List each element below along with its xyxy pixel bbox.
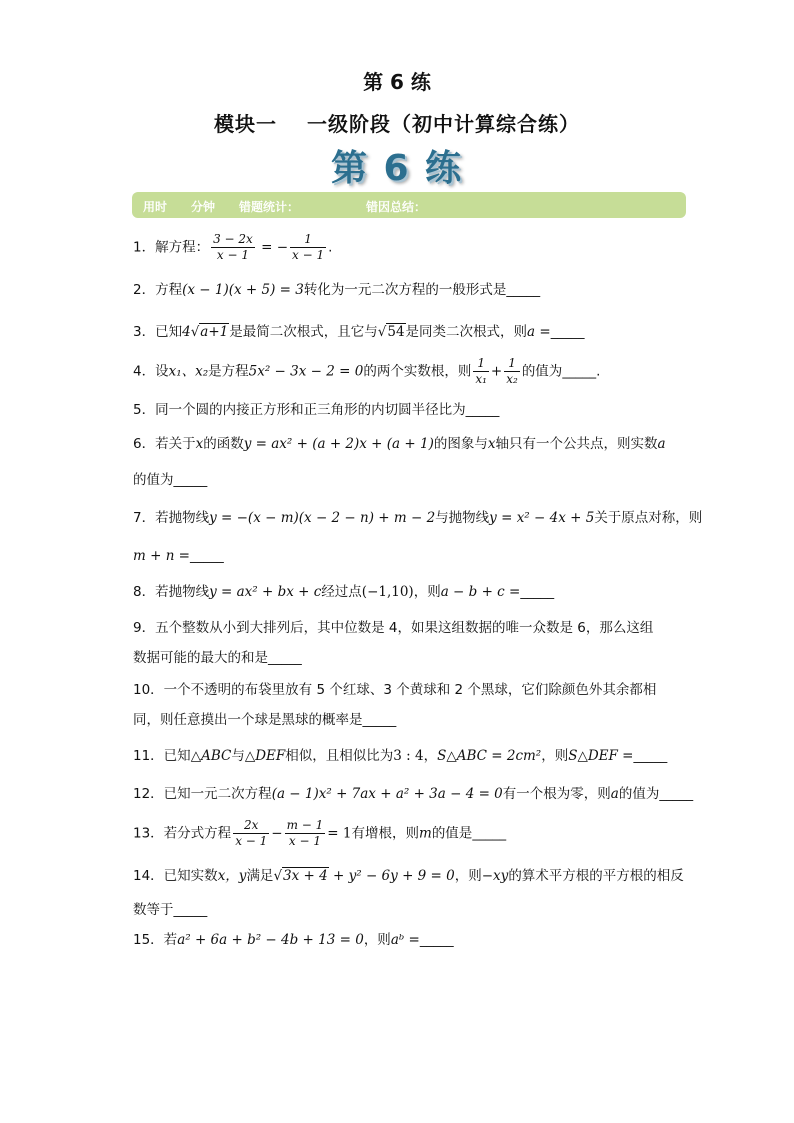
q13-frac1 (233, 818, 269, 849)
q11-s2: S△DEF = (568, 748, 634, 764)
q14-pre: 14．已知实数 (133, 868, 218, 884)
q1-den1: x − 1 (216, 248, 249, 262)
q13-d1: x − 1 (235, 834, 268, 848)
q6-mid3: 轴只有一个公共点，则实数 (495, 436, 658, 452)
q14-line2: 数等于 (133, 902, 174, 918)
q11-s1: S△ABC = 2cm² (437, 748, 542, 764)
q4-n2: 1 (504, 356, 520, 372)
error-stats-label: 错题统计： (239, 200, 300, 214)
answer-blank[interactable]: _____ (190, 548, 224, 564)
q8-point: (−1,10) (361, 584, 414, 600)
q5-text: 5．同一个圆的内接正方形和正三角形的内切圆半径比为 (133, 402, 466, 418)
q3-sqrt2: √54 (377, 324, 405, 340)
q6-x: x (195, 436, 204, 452)
module-subtitle: 一级阶段（初中计算综合练） (307, 112, 580, 136)
q6-x2: x (487, 436, 496, 452)
q3-radicand: a+1 (200, 324, 229, 340)
q11-t1: △ABC (190, 748, 232, 764)
time-label: 用时 (143, 200, 168, 214)
question-3 (133, 322, 584, 342)
answer-blank[interactable]: _____ (472, 825, 507, 842)
q11-sep: ， (423, 748, 438, 764)
q13-mid: 有增根，则 (351, 825, 419, 842)
q14-radicand: 3x + 4 (283, 868, 328, 884)
q3-radicand2: 54 (387, 324, 405, 340)
question-5 (133, 400, 499, 420)
q12-post: 的值为 (618, 786, 660, 802)
answer-blank[interactable]: _____ (362, 712, 397, 728)
q4-vars: x₁、x₂ (168, 363, 209, 380)
q7-post: 关于原点对称，则 (594, 510, 703, 526)
q11-ratio: 3 : 4 (393, 748, 424, 764)
q4-frac1 (473, 356, 489, 387)
answer-blank[interactable]: _____ (633, 748, 668, 764)
q9-line2: 数据可能的最大的和是 (133, 650, 268, 666)
q11-mid: 与 (231, 748, 245, 764)
q3-var: a = (527, 324, 551, 340)
stats-bar (132, 192, 686, 218)
q10-line2: 同，则任意摸出一个球是黑球的概率是 (133, 712, 363, 728)
question-15 (133, 930, 454, 950)
q15-pre: 15．若 (133, 932, 178, 948)
q4-d1: x₁ (475, 372, 487, 386)
minutes-label: 分钟 (191, 200, 216, 214)
question-11 (133, 746, 667, 766)
q3-pre: 3．已知 (133, 324, 183, 340)
q15-eq: a² + 6a + b² − 4b + 13 = 0 (177, 932, 364, 948)
q11-mid2: 相似，且相似比为 (285, 748, 394, 764)
q10-line1: 10．一个不透明的布袋里放有 5 个红球、3 个黄球和 2 个黑球，它们除颜色外其余都相 (133, 682, 657, 698)
q1-fraction-1 (211, 232, 255, 263)
answer-blank[interactable]: _____ (550, 324, 585, 340)
q14-vars: x，y (217, 868, 247, 884)
q4-plus: + (490, 363, 503, 380)
question-10-line2 (133, 710, 396, 730)
q12-mid: 有一个根为零，则 (502, 786, 611, 802)
page-title: 第 6 练 (363, 70, 431, 94)
q13-n1: 2x (233, 818, 269, 834)
q6-func: y = ax² + (a + 2)x + (a + 1) (243, 436, 434, 452)
q12-a: a (610, 786, 619, 802)
q4-mid: 是方程 (208, 363, 249, 380)
q7-line2: m + n = (133, 548, 190, 564)
q4-pre: 4．设 (133, 363, 169, 380)
q6-mid2: 的图象与 (433, 436, 488, 452)
answer-blank[interactable]: _____ (419, 932, 454, 948)
q6-mid: 的函数 (203, 436, 244, 452)
q8-eq: y = ax² + bx + c (209, 584, 322, 600)
q15-ab: aᵇ = (390, 932, 420, 948)
question-14 (133, 866, 684, 886)
q3-sqrt: √a+1 (190, 324, 229, 340)
module-title (0, 108, 794, 137)
answer-blank[interactable]: _____ (173, 902, 208, 918)
q3-mid: 是最简二次根式，且它与 (229, 324, 378, 340)
q14-eq: + y² − 6y + 9 = 0 (328, 868, 455, 884)
q1-num2: 1 (290, 232, 326, 248)
q1-num1: 3 − 2x (213, 232, 253, 246)
q4-mid2: 的两个实数根，则 (363, 363, 472, 380)
answer-blank[interactable]: _____ (173, 472, 208, 488)
answer-blank[interactable]: _____ (268, 650, 302, 666)
q6-pre: 6．若关于 (133, 436, 196, 452)
q13-eq: = 1 (327, 825, 352, 842)
q4-eq: 5x² − 3x − 2 = 0 (248, 363, 364, 380)
decorative-title: 第 6 练 (330, 148, 464, 189)
q1-den2: x − 1 (292, 248, 325, 262)
question-1 (133, 232, 332, 263)
q7-eq1: y = −(x − m)(x − 2 − n) + m − 2 (209, 510, 436, 526)
answer-blank[interactable]: _____ (659, 786, 694, 802)
q14-post: 的算术平方根的平方根的相反 (508, 868, 684, 884)
q1-text: 1．解方程： (133, 239, 210, 256)
q2-expr: (x − 1)(x + 5) = 3 (182, 282, 304, 298)
q14-xy: −xy (481, 868, 509, 884)
q13-m: m (419, 825, 432, 842)
answer-blank[interactable]: _____ (562, 363, 597, 380)
q4-n1: 1 (473, 356, 489, 372)
q1-mid: = − (256, 239, 289, 256)
q12-pre: 12．已知一元二次方程 (133, 786, 272, 802)
q2-post: 转化为一元二次方程的一般形式是 (303, 282, 507, 298)
q4-frac2 (504, 356, 520, 387)
q14-mid: 满足 (246, 868, 274, 884)
module-label: 模块一 (214, 112, 277, 136)
q13-d2: x − 1 (288, 834, 321, 848)
q2-pre: 2．方程 (133, 282, 183, 298)
answer-blank[interactable]: _____ (520, 584, 555, 600)
q14-sqrt: √3x + 4 (273, 868, 328, 884)
q8-post: ，则 (413, 584, 441, 600)
q4-post: 的值为 (521, 363, 563, 380)
question-10 (133, 680, 656, 700)
q8-expr: a − b + c = (440, 584, 521, 600)
question-14-line2 (133, 900, 207, 920)
question-7 (133, 508, 702, 528)
q8-mid: 经过点 (321, 584, 362, 600)
q6-line2: 的值为 (133, 472, 174, 488)
q9-line1: 9．五个整数从小到大排列后，其中位数是 4，如果这组数据的唯一众数是 6，那么这组 (133, 620, 654, 636)
q15-mid: ，则 (363, 932, 391, 948)
question-6-line2 (133, 470, 207, 490)
q3-coef: 4 (182, 324, 191, 340)
question-6 (133, 434, 666, 454)
question-2 (133, 280, 540, 300)
q11-post: ，则 (541, 748, 569, 764)
q3-post: 是同类二次根式，则 (405, 324, 528, 340)
question-4 (133, 356, 600, 387)
q4-d2: x₂ (506, 372, 518, 386)
answer-blank[interactable]: _____ (465, 402, 500, 418)
error-summary-label: 错因总结： (366, 200, 427, 214)
q13-post: 的值是 (431, 825, 473, 842)
q7-pre: 7．若抛物线 (133, 510, 210, 526)
q13-minus: − (271, 825, 283, 842)
question-8 (133, 582, 554, 602)
q11-pre: 11．已知 (133, 748, 191, 764)
question-9-line2 (133, 648, 302, 668)
q11-t2: △DEF (244, 748, 286, 764)
q7-mid: 与抛物线 (435, 510, 490, 526)
question-7-line2 (133, 546, 224, 566)
q14-mid2: ，则 (454, 868, 482, 884)
q8-pre: 8．若抛物线 (133, 584, 210, 600)
q12-eq: (a − 1)x² + 7ax + a² + 3a − 4 = 0 (271, 786, 503, 802)
q13-pre: 13．若分式方程 (133, 825, 232, 842)
q13-n2: m − 1 (286, 818, 324, 832)
question-12 (133, 784, 693, 804)
q1-fraction-2 (290, 232, 326, 263)
q4-end: . (596, 363, 601, 380)
answer-blank[interactable]: _____ (506, 282, 541, 298)
q7-eq2: y = x² − 4x + 5 (489, 510, 595, 526)
question-9 (133, 618, 653, 638)
q1-end: . (328, 239, 333, 256)
question-13 (133, 818, 506, 849)
q6-a: a (657, 436, 666, 452)
q13-frac2 (285, 818, 326, 849)
